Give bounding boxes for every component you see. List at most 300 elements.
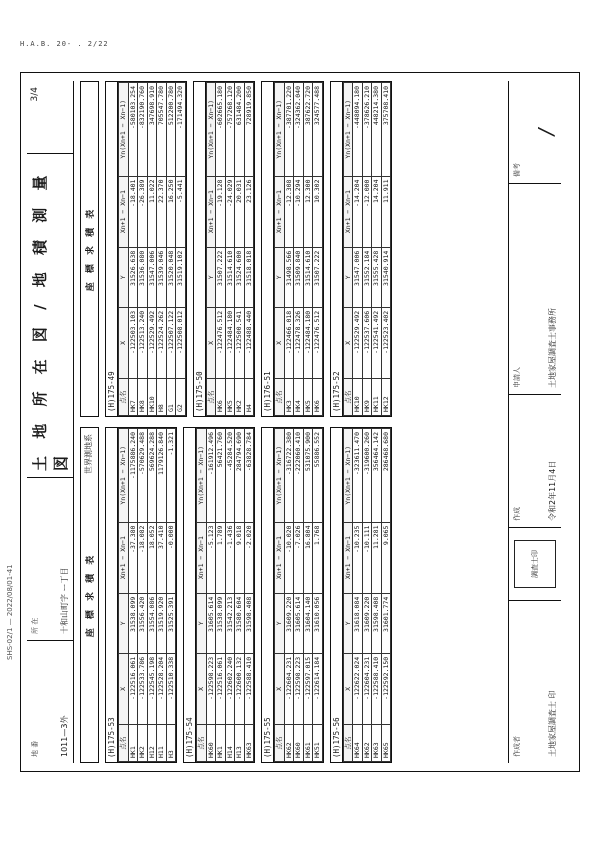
page-indicator: 3/4 [30, 87, 40, 102]
column-header: Y [119, 593, 129, 653]
value-cell: -832190.760 [138, 83, 148, 177]
value-cell: -122600.132 [235, 653, 245, 724]
value-cell: 31507.222 [216, 247, 226, 307]
block-heading: (H)175-49 [106, 82, 118, 416]
value-cell: -5.441 [176, 176, 186, 247]
point-name-cell: HK2 [235, 379, 245, 416]
value-cell: 31605.614 [294, 593, 304, 653]
value-cell: 31618.084 [353, 593, 363, 653]
column-header: 点名 [119, 725, 129, 762]
value-cell: 11.281 [372, 522, 382, 593]
point-name-cell: HK2 [138, 725, 148, 762]
value-cell: 448214.380 [372, 83, 382, 177]
column-header: 点名 [275, 725, 285, 762]
value-cell: 9.065 [381, 522, 391, 593]
point-name-cell: G1 [166, 379, 176, 416]
column-header: 点名 [206, 379, 216, 416]
table-row [381, 83, 391, 416]
value-cell: 31598.408 [372, 593, 382, 653]
table-row [216, 429, 226, 762]
value-cell: 31598.408 [244, 593, 254, 653]
table-row [176, 83, 186, 416]
value-cell: -14.204 [353, 176, 363, 247]
table-row [244, 83, 254, 416]
table-row [372, 429, 382, 762]
point-name-cell: HK62 [284, 725, 294, 762]
point-name-cell: HK64 [353, 725, 363, 762]
remark-slash-mark: / [534, 128, 558, 136]
value-cell: -10.020 [284, 522, 294, 593]
column-header: Xn+1 − Xn−1 [197, 522, 207, 593]
table-row [362, 83, 372, 416]
column-header: X [275, 653, 285, 724]
table-row [353, 83, 363, 416]
value-cell: -122476.512 [313, 307, 323, 378]
value-cell: 31514.610 [303, 247, 313, 307]
sheet-footer [508, 81, 561, 763]
value-cell: 14.204 [372, 176, 382, 247]
value-cell: -122510.338 [166, 653, 176, 724]
value-cell: -122516.061 [128, 653, 138, 724]
value-cell: 16.250 [166, 176, 176, 247]
column-header: Yn(Xn+1 − Xn−1) [343, 429, 353, 523]
date-label: 作成 [513, 507, 521, 521]
column-header: X [197, 653, 207, 724]
table-row [303, 429, 313, 762]
column-header: Y [343, 593, 353, 653]
point-name-cell: HK60 [206, 725, 216, 762]
column-header: Y [275, 593, 285, 653]
column-header: X [275, 307, 285, 378]
value-cell: -122516.061 [216, 653, 226, 724]
column-header: Y [343, 247, 353, 307]
value-cell: -5.123 [206, 522, 216, 593]
table-row [216, 83, 226, 416]
value-cell: 31605.614 [206, 593, 216, 653]
value-cell: 31542.213 [225, 593, 235, 653]
location-value: 十和山町字 ー丁目 [60, 567, 69, 634]
value-cell: -37.380 [128, 522, 138, 593]
value-cell: 31547.006 [147, 247, 157, 307]
point-name-cell: HK63 [372, 725, 382, 762]
point-name-cell: HK62 [362, 725, 372, 762]
value-cell: -378626.210 [362, 83, 372, 177]
value-cell: 56421.760 [216, 429, 226, 523]
column-header: X [343, 653, 353, 724]
column-header: X [206, 307, 216, 378]
column-header: 点名 [343, 725, 353, 762]
column-header: Yn(Xn+1 − Xn−1) [275, 429, 285, 523]
table-row [353, 429, 363, 762]
remark-label: 備考 [513, 163, 521, 177]
value-cell: -10.111 [362, 522, 372, 593]
coordinate-table [274, 82, 323, 416]
table-row [147, 429, 157, 762]
value-cell: -324362.040 [294, 83, 304, 177]
column-header: Xn+1 − Xn−1 [119, 176, 129, 247]
left-coord-block [261, 427, 324, 763]
scanned-sheet-wrapper [20, 72, 580, 772]
value-cell: -570629.488 [138, 429, 148, 523]
column-header: Xn+1 − Xn−1 [275, 522, 285, 593]
value-cell: -122604.231 [284, 653, 294, 724]
table-row [284, 83, 294, 416]
value-cell: -12.000 [362, 176, 372, 247]
block-heading: (H)175-55 [262, 428, 274, 762]
value-cell: -122614.184 [313, 653, 323, 724]
location-cell [27, 477, 73, 640]
table-row [157, 429, 167, 762]
coordinate-table [118, 428, 176, 762]
column-header: Y [275, 247, 285, 307]
table-header-row [275, 83, 285, 416]
value-cell: 31540.914 [381, 247, 391, 307]
point-name-cell: H11 [157, 725, 167, 762]
right-coord-block [261, 81, 324, 417]
value-cell: -122488.440 [244, 307, 254, 378]
value-cell: 31538.099 [128, 593, 138, 653]
table-header-row [206, 83, 216, 416]
column-header: Yn(Xn+1 − Xn−1) [343, 83, 353, 177]
coordinate-table [206, 82, 255, 416]
point-name-cell: H8 [157, 379, 167, 416]
value-cell: -1.321 [166, 429, 176, 523]
value-cell: 31604.140 [303, 593, 313, 653]
value-cell: -319600.260 [362, 429, 372, 523]
value-cell: 31536.080 [138, 247, 148, 307]
point-name-cell: HK8 [138, 379, 148, 416]
value-cell: 728919.850 [244, 83, 254, 177]
value-cell: -1175886.240 [128, 429, 138, 523]
value-cell: 11.911 [381, 176, 391, 247]
value-cell: -18.082 [138, 522, 148, 593]
value-cell: 31609.220 [284, 593, 294, 653]
left-blocks-container [105, 427, 398, 763]
office-value: 土地家屋調査士事務所 [548, 308, 557, 388]
value-cell: -122598.223 [206, 653, 216, 724]
value-cell: -580103.254 [128, 83, 138, 177]
point-name-cell: HK5 [225, 379, 235, 416]
remark-cell [509, 81, 561, 183]
column-header: Yn(Xn+1 − Xn−1) [197, 429, 207, 523]
side-annotation: SHS-02/1 — 2022/08/01-41 [6, 564, 14, 660]
author-label: 作成者 [513, 736, 521, 757]
table-row [372, 83, 382, 416]
block-heading: (H)175-56 [331, 428, 343, 762]
column-header: Xn+1 − Xn−1 [275, 176, 285, 247]
column-header: Yn(Xn+1 − Xn−1) [275, 83, 285, 177]
block-heading: (H)175-50 [194, 82, 206, 416]
value-cell: -122597.015 [303, 653, 313, 724]
table-header-row [275, 429, 285, 762]
table-row [235, 83, 245, 416]
left-coord-block [330, 427, 393, 763]
value-cell: 31518.018 [244, 247, 254, 307]
value-cell: -0.000 [166, 522, 176, 593]
table-header-row [119, 429, 129, 762]
value-cell: 31610.056 [313, 593, 323, 653]
column-header: Xn+1 − Xn−1 [343, 522, 353, 593]
point-name-cell: HK63 [244, 725, 254, 762]
value-cell: 284794.690 [235, 429, 245, 523]
column-header: X [119, 653, 129, 724]
lot-label: 地 番 [31, 740, 39, 757]
point-name-cell: H4 [244, 379, 254, 416]
table-row [225, 83, 235, 416]
value-cell: 12.300 [303, 176, 313, 247]
value-cell: -757268.120 [225, 83, 235, 177]
table-row [138, 83, 148, 416]
table-row [138, 429, 148, 762]
value-cell: 31507.222 [313, 247, 323, 307]
value-cell: 31539.046 [157, 247, 167, 307]
value-cell: -26.389 [138, 176, 148, 247]
value-cell: -122588.410 [244, 653, 254, 724]
left-section-title [80, 427, 99, 763]
coordinate-table [274, 428, 323, 762]
date-cell [509, 394, 561, 527]
value-cell: -387701.220 [284, 83, 294, 177]
value-cell: 286468.680 [381, 429, 391, 523]
value-cell: -122537.606 [362, 307, 372, 378]
coordinate-table [196, 428, 254, 762]
value-cell: 20.031 [235, 176, 245, 247]
value-cell: 31609.220 [362, 593, 372, 653]
table-row [294, 83, 304, 416]
table-row [157, 83, 167, 416]
value-cell: -171494.320 [176, 83, 186, 177]
table-row [284, 429, 294, 762]
lot-cell [27, 640, 73, 763]
column-header: 点名 [343, 379, 353, 416]
value-cell: 631484.200 [235, 83, 245, 177]
column-header: 点名 [197, 725, 207, 762]
value-cell: 31556.420 [138, 593, 148, 653]
value-cell: 31524.600 [235, 247, 245, 307]
sheet-title: 土 地 所 在 図 / 地 積 測 量 図 [27, 153, 73, 477]
point-name-cell: H14 [225, 725, 235, 762]
table-header-row [343, 83, 353, 416]
value-cell: -122503.103 [128, 307, 138, 378]
value-cell: -122622.024 [353, 653, 363, 724]
column-header: 点名 [275, 379, 285, 416]
lot-value: 1011—3外 [60, 715, 69, 757]
column-header: X [343, 307, 353, 378]
value-cell: -45284.520 [225, 429, 235, 523]
value-cell: 31555.428 [372, 247, 382, 307]
point-name-cell: HK5 [303, 379, 313, 416]
point-name-cell: HK7 [128, 379, 138, 416]
value-cell: -122478.326 [294, 307, 304, 378]
value-cell: 512200.780 [166, 83, 176, 177]
point-name-cell: HK12 [381, 379, 391, 416]
value-cell: -222060.410 [294, 429, 304, 523]
table-columns [80, 81, 500, 763]
value-cell: -323611.470 [353, 429, 363, 523]
author-value: 土地家屋調査士 印 [548, 690, 557, 757]
column-header: Xn+1 − Xn−1 [206, 176, 216, 247]
value-cell: -602665.180 [216, 83, 226, 177]
value-cell: -122476.512 [216, 307, 226, 378]
value-cell: 324577.488 [313, 83, 323, 177]
column-header: Yn(Xn+1 − Xn−1) [206, 83, 216, 177]
value-cell: -122545.198 [147, 653, 157, 724]
value-cell: -122500.541 [235, 307, 245, 378]
value-cell: 18.052 [147, 522, 157, 593]
value-cell: -1.436 [225, 522, 235, 593]
value-cell: -122524.262 [157, 307, 167, 378]
value-cell: 1179126.840 [157, 429, 167, 523]
right-section-title [80, 81, 99, 417]
table-row [147, 83, 157, 416]
left-column [80, 427, 500, 763]
value-cell: -122484.180 [303, 307, 313, 378]
value-cell: 1.768 [313, 522, 323, 593]
value-cell: 531075.900 [303, 429, 313, 523]
point-name-cell: HK1 [216, 725, 226, 762]
applicant-cell [509, 183, 561, 394]
value-cell: -122528.204 [157, 653, 167, 724]
value-cell: 31580.604 [235, 593, 245, 653]
table-row [313, 83, 323, 416]
geodetic-system-label: 世界測地系 [84, 434, 93, 474]
table-header-row [343, 429, 353, 762]
stamp-cell [509, 527, 561, 600]
value-cell: -122604.231 [362, 653, 372, 724]
value-cell: 375708.410 [381, 83, 391, 177]
value-cell: 31552.184 [362, 247, 372, 307]
point-name-cell: H3 [166, 725, 176, 762]
right-column [80, 81, 500, 417]
value-cell: 569624.288 [147, 429, 157, 523]
value-cell: -122529.492 [353, 307, 363, 378]
value-cell: 31547.006 [353, 247, 363, 307]
value-cell: -122541.492 [372, 307, 382, 378]
value-cell: -122507.122 [166, 307, 176, 378]
table-row [235, 429, 245, 762]
point-name-cell: HK6 [216, 379, 226, 416]
applicant-label: 申請人 [513, 367, 521, 388]
value-cell: -63828.784 [244, 429, 254, 523]
value-cell: 11.022 [147, 176, 157, 247]
value-cell: 37.410 [157, 522, 167, 593]
value-cell: -122592.150 [381, 653, 391, 724]
value-cell: -122508.012 [176, 307, 186, 378]
value-cell: -122588.410 [372, 653, 382, 724]
sheet-title-bar [27, 81, 74, 763]
coordinate-table [343, 82, 392, 416]
value-cell: -7.026 [294, 522, 304, 593]
table-header-row [197, 429, 207, 762]
value-cell: 705547.780 [157, 83, 167, 177]
right-coord-block [193, 81, 256, 417]
value-cell: -122598.223 [294, 653, 304, 724]
table-row [362, 429, 372, 762]
table-row [166, 83, 176, 416]
value-cell: 31509.840 [294, 247, 304, 307]
value-cell: 16.804 [303, 522, 313, 593]
point-name-cell: HK9 [362, 379, 372, 416]
value-cell: -12.308 [284, 176, 294, 247]
value-cell: -19.128 [216, 176, 226, 247]
value-cell: -122523.402 [381, 307, 391, 378]
table-header-row [119, 83, 129, 416]
value-cell: 1.789 [216, 522, 226, 593]
value-cell: -24.029 [225, 176, 235, 247]
point-name-cell: HK10 [147, 379, 157, 416]
value-cell: 387622.720 [303, 83, 313, 177]
point-name-cell: H12 [147, 725, 157, 762]
point-name-cell: HK11 [372, 379, 382, 416]
value-cell: 31520.048 [166, 247, 176, 307]
table-row [128, 429, 138, 762]
value-cell: 31554.086 [147, 593, 157, 653]
block-heading: (H)175-54 [184, 428, 196, 762]
point-name-cell: H13 [235, 725, 245, 762]
value-cell: -122484.180 [225, 307, 235, 378]
value-cell: -2.020 [244, 522, 254, 593]
value-cell: -18.401 [128, 176, 138, 247]
left-coord-block [183, 427, 255, 763]
point-name-cell: HK65 [381, 725, 391, 762]
column-header: 点名 [119, 379, 129, 416]
value-cell: 347698.910 [147, 83, 157, 177]
value-cell: 31514.610 [225, 247, 235, 307]
value-cell: 31526.638 [128, 247, 138, 307]
point-name-cell: HK4 [294, 379, 304, 416]
value-cell: 31519.102 [176, 247, 186, 307]
value-cell: 31519.920 [157, 593, 167, 653]
coordinate-table [343, 428, 392, 762]
value-cell: -122529.492 [147, 307, 157, 378]
column-header: Y [119, 247, 129, 307]
value-cell: 31538.099 [216, 593, 226, 653]
table-row [166, 429, 176, 762]
table-row [128, 83, 138, 416]
left-section-title-text: 座 標 求 積 表 [86, 552, 96, 638]
value-cell: 9.018 [235, 522, 245, 593]
value-cell: 31525.391 [166, 593, 176, 653]
value-cell: -122466.018 [284, 307, 294, 378]
value-cell: 22.370 [157, 176, 167, 247]
author-cell [509, 600, 561, 763]
value-cell: -161912.496 [206, 429, 216, 523]
right-coord-block [105, 81, 187, 417]
right-blocks-container [105, 81, 398, 417]
point-name-cell: G2 [176, 379, 186, 416]
value-cell: -448094.180 [353, 83, 363, 177]
value-cell: 55886.552 [313, 429, 323, 523]
table-row [244, 429, 254, 762]
column-header: Xn+1 − Xn−1 [119, 522, 129, 593]
value-cell: 10.302 [313, 176, 323, 247]
date-value: 令和2年11月4日 [548, 460, 557, 521]
table-row [206, 429, 216, 762]
block-heading: (H)175-52 [331, 82, 343, 416]
point-name-cell: HK61 [303, 725, 313, 762]
table-row [303, 83, 313, 416]
value-cell: 356464.142 [372, 429, 382, 523]
value-cell: -10.294 [294, 176, 304, 247]
survey-sheet [20, 72, 580, 772]
block-heading: (H)175-53 [106, 428, 118, 762]
value-cell: 31601.774 [381, 593, 391, 653]
right-section-title-text: 座 標 求 積 表 [86, 206, 96, 292]
column-header: Y [197, 593, 207, 653]
value-cell: -316722.380 [284, 429, 294, 523]
value-cell: -122602.240 [225, 653, 235, 724]
location-label: 所 在 [31, 617, 39, 634]
